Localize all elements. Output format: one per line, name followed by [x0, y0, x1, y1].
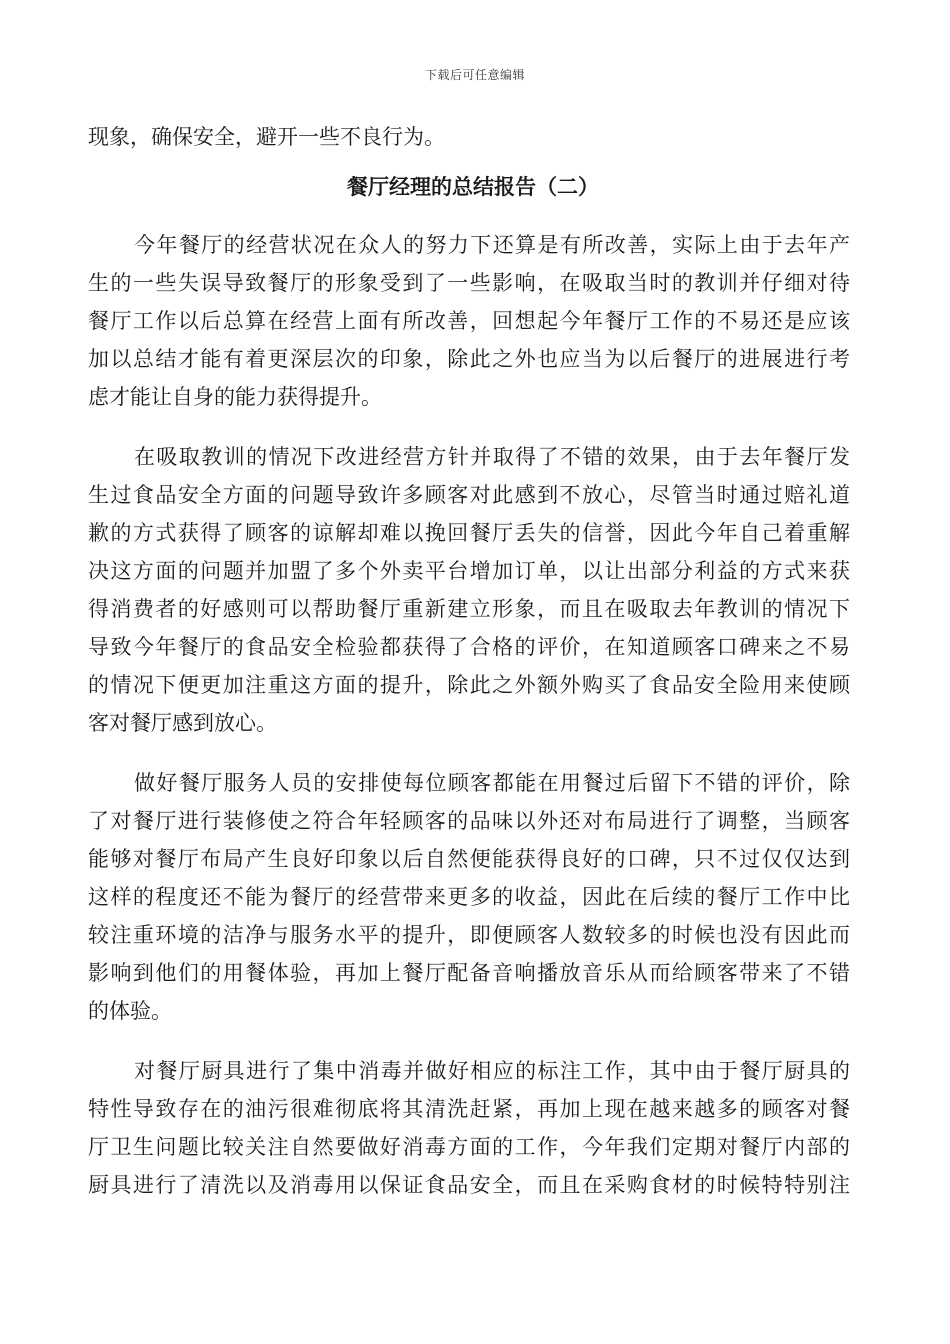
text-line: 影响到他们的用餐体验，再加上餐厅配备音响播放音乐从而给顾客带来了不错	[88, 961, 850, 985]
text-line: 的情况下便更加注重这方面的提升，除此之外额外购买了食品安全险用来使顾	[88, 673, 850, 697]
text-line: 做好餐厅服务人员的安排使每位顾客都能在用餐过后留下不错的评价，除	[134, 771, 850, 795]
text-line: 虑才能让自身的能力获得提升。	[88, 385, 382, 409]
text-line: 对餐厅厨具进行了集中消毒并做好相应的标注工作，其中由于餐厅厨具的	[134, 1059, 850, 1083]
text-line: 餐厅工作以后总算在经营上面有所改善，回想起今年餐厅工作的不易还是应该	[88, 309, 850, 333]
text-line: 生过食品安全方面的问题导致许多顾客对此感到不放心，尽管当时通过赔礼道	[88, 483, 850, 507]
text-line: 较注重环境的洁净与服务水平的提升，即便顾客人数较多的时候也没有因此而	[88, 923, 850, 947]
text-line: 的体验。	[88, 999, 172, 1023]
text-line: 能够对餐厅布局产生良好印象以后自然便能获得良好的口碑，只不过仅仅达到	[88, 847, 850, 871]
text-line: 厨具进行了清洗以及消毒用以保证食品安全，而且在采购食材的时候特特别注	[88, 1173, 850, 1197]
paragraph-4	[88, 1052, 850, 1204]
text-line: 得消费者的好感则可以帮助餐厅重新建立形象，而且在吸取去年教训的情况下	[88, 597, 850, 621]
text-line: 特性导致存在的油污很难彻底将其清洗赶紧，再加上现在越来越多的顾客对餐	[88, 1097, 850, 1121]
text-line: 加以总结才能有着更深层次的印象，除此之外也应当为以后餐厅的进展进行考	[88, 347, 850, 371]
text-line: 在吸取教训的情况下改进经营方针并取得了不错的效果，由于去年餐厅发	[134, 445, 850, 469]
section-title: 餐厅经理的总结报告（二）	[347, 175, 599, 199]
paragraph-3	[88, 764, 850, 1030]
paragraph-1	[88, 226, 850, 416]
document-body	[88, 118, 850, 1226]
text-line: 歉的方式获得了顾客的谅解却难以挽回餐厅丢失的信誉，因此今年自己着重解	[88, 521, 850, 545]
text-line: 今年餐厅的经营状况在众人的努力下还算是有所改善，实际上由于去年产	[134, 233, 850, 257]
page-header: 下载后可任意编辑	[424, 68, 525, 82]
text-line: 决这方面的问题并加盟了多个外卖平台增加订单，以让出部分利益的方式来获	[88, 559, 850, 583]
text-line: 了对餐厅进行装修使之符合年轻顾客的品味以外还对布局进行了调整，当顾客	[88, 809, 850, 833]
text-line: 生的一些失误导致餐厅的形象受到了一些影响，在吸取当时的教训并仔细对待	[88, 271, 850, 295]
text-line: 客对餐厅感到放心。	[88, 711, 277, 735]
text-line: 导致今年餐厅的食品安全检验都获得了合格的评价，在知道顾客口碑来之不易	[88, 635, 850, 659]
text-line: 厅卫生问题比较关注自然要做好消毒方面的工作，今年我们定期对餐厅内部的	[88, 1135, 850, 1159]
text-line: 这样的程度还不能为餐厅的经营带来更多的收益，因此在后续的餐厅工作中比	[88, 885, 850, 909]
text-line: 现象，确保安全，避开一些不良行为。	[88, 125, 445, 149]
paragraph-2	[88, 438, 850, 742]
intro-paragraph	[88, 118, 850, 156]
